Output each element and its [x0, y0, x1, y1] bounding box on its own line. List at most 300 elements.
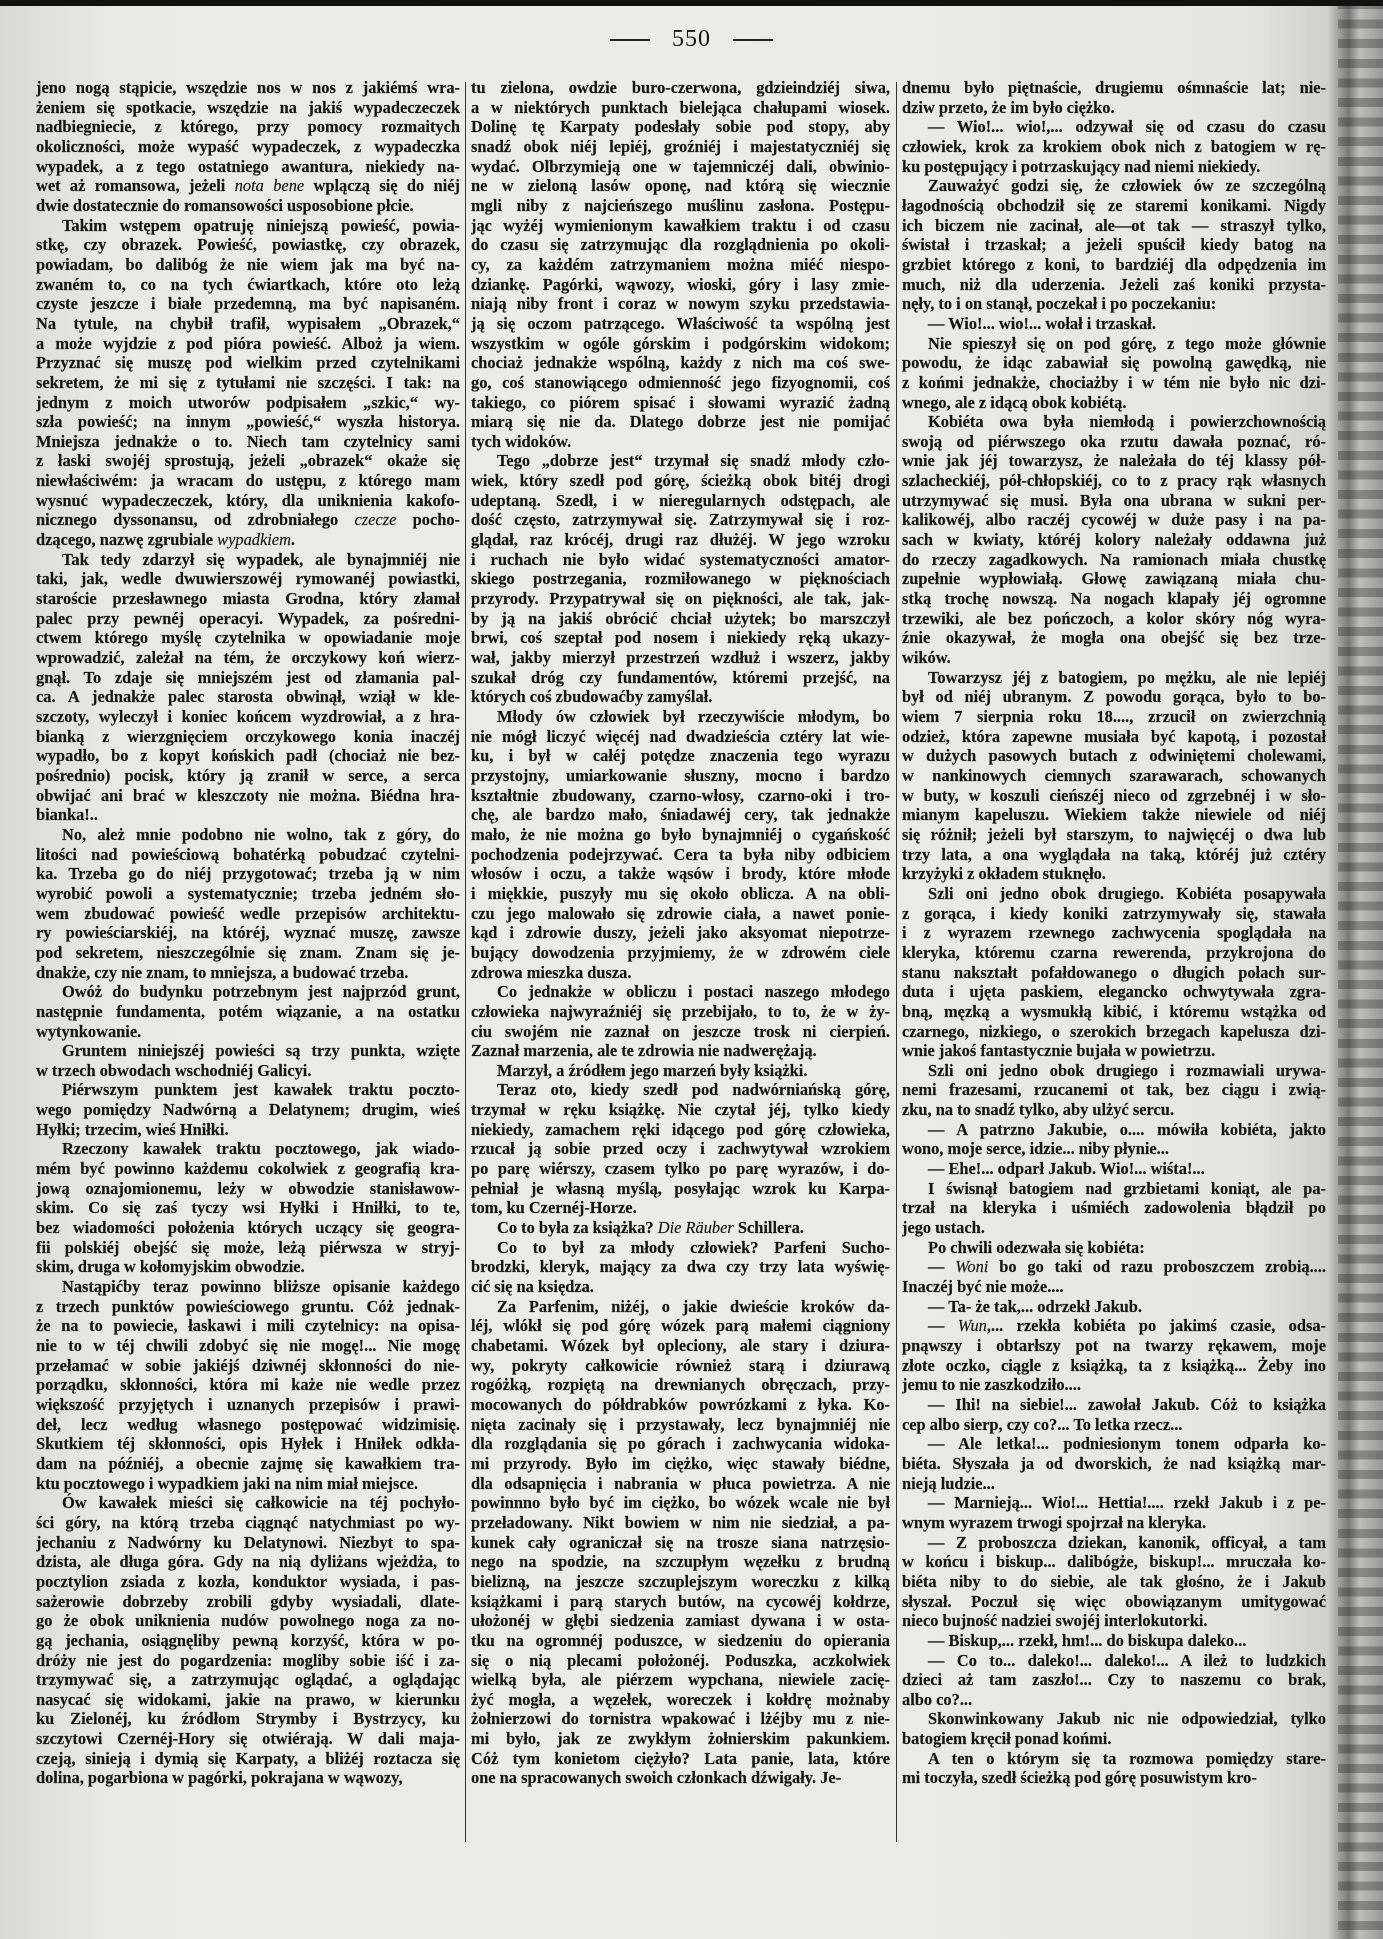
text-line: Marzył, a źródłem jego marzeń były książki.	[497, 1060, 808, 1080]
text-line: czeją, sinieją i dymią się Karpaty, a bliżéj roztacza się	[36, 1748, 460, 1768]
text-line: zdrowa mieszka dusza.	[471, 962, 632, 982]
text-line: stką trochę nowszą. Na nogach klapały jéj ogromne	[902, 589, 1326, 609]
text-line: dróży nie jest do pogardzenia: mogliby sobie iść i za-	[36, 1650, 460, 1670]
page-number-dash-left	[610, 39, 650, 41]
text-line: tu zielona, owdzie buro-czerwona, gdzieindziéj siwa,	[471, 78, 890, 97]
text-line: złote oczko, ciągle z książką, ta z książką... Żeby ino	[902, 1355, 1326, 1375]
text-line: powinnno było być im ciężko, bo wózek wcale nie był	[471, 1493, 890, 1513]
text-line: No, ależ mnie podobno nie wolno, tak z góry, do	[62, 824, 460, 844]
text-line: much, niż dla uderzenia. Jeżeli zaś koniki przysta-	[902, 274, 1326, 294]
text-line: ne w zieloną lasów oponę, nad którą się wiecznie	[471, 176, 890, 196]
text-line: a w niektórych punktach bielejąca chałupami wiosek.	[471, 97, 890, 117]
text-line: snadź obok niéj lepiéj, groźniéj i majestatyczniéj się	[471, 136, 890, 156]
text-line: chę, ale bardzo mało, śniadawéj cery, tak jednakże	[471, 805, 890, 825]
text-line: skiego postrzegania, rozmiłowanego w pięknościach	[471, 569, 890, 589]
text-line: udeptaną. Szedł, i w nieregularnych odstępach, ale	[471, 490, 890, 510]
text-line: pocztylion zsiada z kozła, konduktor wysiada, i pas-	[36, 1571, 460, 1591]
paragraph	[471, 1238, 890, 1297]
text-line	[902, 1257, 1326, 1277]
paragraph	[902, 1533, 1326, 1631]
text-line: tku na ogromnéj poduszce, w siedzeniu do opierania	[471, 1630, 890, 1650]
text-line: jemu to nie zaszkodziło....	[902, 1375, 1081, 1395]
text-line: dziankę. Pagórki, wąwozy, wioski, góry i lasy zmie-	[471, 274, 890, 294]
text-line: sażerowie dobrzeby zrobili gdyby wysiadali, dlate-	[36, 1591, 460, 1611]
text-line: trzał na kleryka i uśmiéch zadowolenia błądził po	[902, 1198, 1326, 1218]
text-line: przełamać w sobie jakiéjś dziwnéj skłonności do nie-	[36, 1355, 460, 1375]
text-line: batogiem kręcił ponad końmi.	[902, 1729, 1112, 1749]
text-line: wyrobić powoli a systematycznie; trzeba jedném sło-	[36, 883, 460, 903]
text-line: Szli oni jedno obok drugiego. Kobiéta posapywała	[928, 883, 1326, 903]
text-line: skim, druga w kołomyjskim obwodzie.	[36, 1257, 305, 1277]
text-line: Towarzysz jéj z batogiem, po mężku, ale nie lepiéj	[928, 667, 1326, 687]
text-segment: —	[928, 1316, 958, 1336]
text-line: dla odsapnięcia i nabrania w płuca powietrza. A nie	[471, 1473, 890, 1493]
text-line: Hyłki; trzecim, wieś Hniłki.	[36, 1119, 229, 1139]
text-line: wał, jakby mierzył przestrzeń wzdłuż i wszerz, jakby	[471, 648, 890, 668]
text-line: czarnego, nizkiego, o szerokich brzegach kapelusza dzi-	[902, 1021, 1326, 1041]
text-segment: nicznego dyssonansu, od zdrobniałego	[36, 510, 355, 530]
text-line: jową oznajomionemu, leży w obwodzie stanisławow-	[36, 1178, 460, 1198]
text-line: nie to w téj chwili zdobyć się nie mogę!... Nie mogę	[36, 1336, 460, 1355]
text-line: — Wio!... wio!,... odzywał się od czasu do czasu	[928, 117, 1326, 137]
text-line: cić się na księdza.	[471, 1277, 594, 1297]
text-line: trzymywać się, a zatrzymując oglądać, a oglądając	[36, 1670, 460, 1690]
text-line: brwi, coś szeptał pod nosem i niekiedy ręką ukazy-	[471, 628, 890, 648]
text-line: w dużych pasowych butach z odwiniętemi cholewami,	[902, 746, 1326, 766]
text-line: słyszał. Poczuł się więc obowiązanym umitygować	[902, 1591, 1326, 1611]
text-line: biéta niby to do siebie, ale tak głośno, że i Jakub	[902, 1571, 1326, 1591]
text-line: Skutkiem téj skłonności, opis Hyłek i Hniłek odkła-	[36, 1434, 460, 1454]
paragraph	[471, 1218, 890, 1238]
text-line: mi było, jak ze zwykłym żołnierskim pakunkiem.	[471, 1729, 890, 1749]
text-line: wprowadzić, zależał na tém, że orczykowy koń wierz-	[36, 648, 460, 668]
text-segment: wet aż romansowa, jeżeli	[36, 176, 235, 196]
text-line: ku, i był w całéj potędze znaczenia tego wyrazu	[471, 746, 890, 766]
text-line: Co to był za młody człowiek? Parfeni Sucho-	[497, 1237, 890, 1257]
paragraph	[902, 1316, 1326, 1395]
text-line: — Ta- że tak,... odrzekł Jakub.	[928, 1296, 1143, 1316]
text-segment: bo go taki od razu proboszczem zrobią....	[988, 1257, 1326, 1277]
text-line: Inaczéj być nie może....	[902, 1277, 1064, 1297]
text-line: ry powieściarskiéj, na któréj, wyznać muszę, zawsze	[36, 923, 460, 943]
paragraph	[902, 314, 1326, 334]
paragraph	[902, 1238, 1326, 1258]
text-line: Gruntem niniejszéj powieści są trzy punkta, wzięte	[62, 1041, 460, 1061]
paragraph	[471, 1080, 890, 1218]
text-segment: .	[290, 530, 296, 550]
paragraph	[36, 78, 460, 216]
text-line: dnemu było piętnaście, drugiemu ośmnaście lat; nie-	[902, 78, 1326, 97]
paragraph	[471, 982, 890, 1061]
text-line: biéta. Słyszała ja od dworskich, że nad książką mar-	[902, 1453, 1326, 1473]
text-line: włosów i oczu, a także wąsów i brody, które młode	[471, 864, 890, 884]
text-line: łagodnością obchodził się ze staremi konikami. Nigdy	[902, 195, 1326, 215]
text-line: źnie okazywał, że mogła ona obejść się bez trze-	[902, 628, 1326, 648]
text-line: z końmi jednakże, chociażby i w tém nie było nic dzi-	[902, 372, 1326, 392]
text-line: — Wio!... wio!... wołał i trzaskał.	[928, 313, 1156, 333]
text-line: żyć mogła, a węzełek, woreczek i kołdrę możnaby	[471, 1689, 890, 1709]
text-line: był od niéj ubranym. Z powodu gorąca, było to bo-	[902, 687, 1326, 707]
text-line: książkami i parą starych butów, na cycowéj kołdrze,	[471, 1591, 890, 1611]
text-line: — Ale letka!... podniesionym tonem odparła ko-	[928, 1434, 1326, 1454]
text-line: skim. Co się zaś tyczy wsi Hyłki i Hniłki, to te,	[36, 1198, 460, 1218]
text-line: Po chwili odezwała się kobiéta:	[928, 1237, 1145, 1257]
text-line: Na tytule, na chybił trafił, wypisałem „Obrazek,“	[36, 313, 460, 333]
text-line: bianką z wierzgnięciem orczykowego konia inaczéj	[36, 726, 460, 746]
paragraph	[902, 1749, 1326, 1788]
text-line: mi przyrody. Było im ciężko, więc stawały biédne,	[471, 1453, 890, 1473]
italic-text: Die Räuber	[657, 1218, 734, 1238]
text-line: Co jednakże w obliczu i postaci naszego młodego	[497, 982, 890, 1002]
text-line: trzymał w ręku książkę. Nie czytał jéj, tylko kiedy	[471, 1100, 890, 1120]
text-line: zku, na to snadź tylko, aby ulżyć sercu.	[902, 1100, 1174, 1120]
text-line: z łaski swojéj sprostują, jeżeli „obrazek“ okaże się	[36, 451, 460, 471]
text-line: że na to powiecie, łaskawi i mili czytelnicy: na opisa-	[36, 1316, 460, 1336]
text-line: do rzeczy zagadkowych. Na ramionach miała chustkę	[902, 549, 1326, 569]
paragraph	[902, 1257, 1326, 1296]
text-line: Nastąpićby teraz powinno bliższe opisanie każdego	[62, 1277, 460, 1297]
text-line: — Marnieją... Wio!... Hettia!.... rzekł Jakub i z pe-	[928, 1493, 1326, 1513]
text-line: porządku, skłonności, która mi każe nie wedle przez	[36, 1375, 460, 1395]
text-line: glądał, raz krócéj, drugi raz dłużéj. W jego wzroku	[471, 530, 890, 550]
text-line: cep albo sierp, czy co?... To letka rzecz...	[902, 1414, 1183, 1434]
text-line: nie mógł liczyć więcéj nad dwadzieścia cztéry lat wie-	[471, 726, 890, 746]
text-line: wnego, ale z idącą obok kobiétą.	[902, 392, 1127, 412]
text-line: stkę, czy obrazek. Powieść, powiastkę, czy obrazek,	[36, 235, 460, 255]
text-line: nemi frazesami, rzucanemi ot tak, bez ciągu i zwią-	[902, 1080, 1326, 1100]
paragraph	[36, 825, 460, 982]
text-line: których coś zbudowaćby zamyślał.	[471, 687, 713, 707]
text-line: w trzech obwodach wschodniéj Galicyi.	[36, 1060, 312, 1080]
text-line: rzucał ją sobie przed oczy i zachwytywał wzrokiem	[471, 1139, 890, 1159]
text-line: przystojny, umiarkowanie słuszny, mocno i bardzo	[471, 765, 890, 785]
text-line: — Co to... daleko!... daleko!... A ileż to ludzkich	[928, 1650, 1326, 1670]
text-line: bielizną, na jeszcze szczuplejszym woreczku z kilką	[471, 1571, 890, 1591]
text-line: Zauważyć godzi się, że człowiek ów ze szczególną	[928, 176, 1326, 196]
text-line: I świsnął batogiem nad grzbietami koniąt, ale pa-	[928, 1178, 1326, 1198]
paragraph	[902, 1159, 1326, 1179]
paragraph	[902, 1709, 1326, 1748]
text-line: Nie spieszył się on pod górę, z tego może głównie	[928, 333, 1326, 353]
text-line: wiek, który szedł pod górę, ścieżką obok bitéj drogi	[471, 471, 890, 491]
text-line	[471, 1218, 890, 1238]
text-line: przyrody. Przypatrywał się on piękności, ale tak, jak-	[471, 589, 890, 609]
text-line: się różnił; jeżeli był starszym, to najwięcéj o dwa lub	[902, 824, 1326, 844]
paragraph	[902, 1651, 1326, 1710]
text-line: gnął. To zdaje się mniejszém jest od złamania pal-	[36, 667, 460, 687]
text-line: albo co?...	[902, 1689, 973, 1709]
text-line: jednym z moich utworów podpisałem „szkic,“ wy-	[36, 392, 460, 412]
text-line: Tak tedy zdarzył się wypadek, ale bynajmniéj nie	[62, 549, 460, 569]
paragraph	[902, 412, 1326, 668]
text-line: wnie jak jéj towarzysz, że należała do téj klassy pół-	[902, 451, 1326, 471]
adjacent-page-edge	[1338, 0, 1383, 1939]
text-line: ich biczem nie zacinał, ale—ot tak — straszył tylko,	[902, 215, 1326, 235]
column-divider	[465, 82, 466, 1842]
text-line: Kobiéta owa była niemłodą i powierzchownością	[928, 412, 1326, 432]
text-line: świstał i trzaskał; a jeżeli spuścił kiedy batog na	[902, 235, 1326, 255]
text-line: pod sekretem, nieszczególnie się znam. Znam się je-	[36, 942, 460, 962]
text-column-3	[902, 78, 1326, 1788]
text-line: wików.	[902, 648, 951, 668]
paragraph	[902, 117, 1326, 176]
text-line: brodzki, kleryk, mający za dwa czy trzy lata wyświę-	[471, 1257, 890, 1277]
text-line: szczoty, wyleczył i koniec końcem wyzdrowiał, a z hra-	[36, 707, 460, 726]
text-line: Tego „dobrze jest“ trzymał się snadź młody czło-	[497, 451, 890, 471]
text-line: wego pomiędzy Nadwórną a Delatynem; drugim, wieś	[36, 1100, 460, 1120]
text-line: miarą się nie da. Dlatego dobrze jest nie pomijać	[471, 412, 890, 432]
paragraph	[902, 1120, 1326, 1159]
text-line: kunek cały ograniczał się na trosze siana natrzęsio-	[471, 1532, 890, 1552]
text-line: pochodzenia podejrzywać. Cera ta była niby odbiciem	[471, 844, 890, 864]
text-line: żołnierzowi do tornistra wpakować i lżéjby mu z nie-	[471, 1709, 890, 1729]
italic-text: Woni	[955, 1257, 989, 1277]
text-line: Skonwinkowany Jakub nic nie odpowiedział, tylko	[928, 1709, 1326, 1729]
text-line: trzewiki, ale bez pończoch, a kolor skóry nóg wyra-	[902, 608, 1326, 628]
text-line: jechaniu z Nadwórny ku Delatynowi. Niezbyt to spa-	[36, 1532, 460, 1552]
text-line: w nankinowych ciemnych szarawarach, schowanych	[902, 765, 1326, 785]
text-line: utrzymywać się musi. Była ona ubrana w sukni per-	[902, 490, 1326, 510]
text-line: kalikowéj, albo raczéj cycowéj w duże pasy i na pa-	[902, 510, 1326, 530]
text-line: fii polskiéj obejść się może, leżą piérwsza w stryj-	[36, 1237, 460, 1257]
text-line: Ów kawałek mieści się całkowicie na téj pochyło-	[62, 1493, 460, 1513]
page-number: 550	[672, 26, 711, 52]
text-line: stanu nakształt pofałdowanego o długich połach sur-	[902, 962, 1326, 982]
text-line	[36, 510, 460, 530]
text-segment: Schillera.	[733, 1218, 804, 1238]
text-line: nęły, to i on stanął, poczekał i po poczekaniu:	[902, 294, 1217, 314]
italic-text: czecze	[354, 510, 397, 530]
text-line: człowieka najwyraźniéj się przebijało, to to, że w ży-	[471, 1001, 890, 1021]
text-line: swoją od piérwszego oka rzutu dawała poznać, ró-	[902, 431, 1326, 451]
paragraph	[36, 1041, 460, 1080]
text-line: krzyżyki z okładem stuknęło.	[902, 864, 1106, 884]
text-line: i ruchach nie było widać systematyczności amator-	[471, 549, 890, 569]
paragraph	[36, 216, 460, 550]
text-line	[902, 1316, 1326, 1336]
text-line: zupełnie wypłowiałą. Głowę zawiązaną miała chu-	[902, 569, 1326, 589]
text-line: rogóżką, rozpiętą na drewnianych obręczach, przy-	[471, 1375, 890, 1395]
text-line: odzież, która zapewne musiała być kapotą, i pozostał	[902, 726, 1326, 746]
paragraph	[471, 707, 890, 982]
paragraph	[902, 176, 1326, 314]
paragraph	[902, 1434, 1326, 1493]
text-line: ku Zielonéj, ku źródłom Strymby i Bystrzycy, ku	[36, 1709, 460, 1729]
paragraph	[471, 451, 890, 707]
paragraph	[902, 334, 1326, 413]
text-line: Takim wstępem opatruję niniejszą powieść, powia-	[62, 215, 460, 235]
text-line: wytynkowanie.	[36, 1021, 142, 1041]
text-line: dość często, zatrzymywał się. Zatrzymywał się i roz-	[471, 510, 890, 530]
text-line: jeno nogą stąpicie, wszędzie nos w nos z jakiémś wra-	[36, 78, 460, 97]
text-line: jąc wyżéj wymienionym kawałkiem traktu i od czasu	[471, 215, 890, 235]
text-line: dolina, pogarbiona w pagórki, pokrajana w wąwozy,	[36, 1768, 403, 1788]
text-line: jego ustach.	[902, 1218, 985, 1238]
text-line: dzista, ale długa góra. Gdy na nią dyliżans wjeżdża, to	[36, 1552, 460, 1572]
paragraph	[36, 550, 460, 825]
text-line: wydać. Olbrzymieją one w tajemniczéj dali, obwinio-	[471, 156, 890, 176]
paragraph	[471, 1297, 890, 1788]
text-line: dziw przeto, że im było ciężko.	[902, 97, 1115, 117]
text-line: szczytowi Czernéj-Hory się otwiérają. W dali maja-	[36, 1729, 460, 1749]
paragraph	[902, 1179, 1326, 1238]
text-line: bez wiadomości położenia których uczący się geogra-	[36, 1218, 460, 1238]
text-line: nięta zacinały się i przystawały, lecz bynajmniéj nie	[471, 1414, 890, 1434]
text-line: szukał dróg czy fundamentów, któremi przejść, na	[471, 667, 890, 687]
text-line: żeniem się spotkacie, wszędzie na jakiś wypadeczeczek	[36, 97, 460, 117]
paragraph	[36, 1139, 460, 1277]
text-line: palec przy pewnéj operacyi. Wypadek, za pośredni-	[36, 608, 460, 628]
text-line: Mniejsza jednakże o to. Niech tam czytelnicy sami	[36, 431, 460, 451]
text-line: ctwem którego myślę czytelnika w opowiadanie moje	[36, 628, 460, 648]
text-line: cy, za każdém zatrzymaniem można miéć niespo-	[471, 254, 890, 274]
text-line: następnie fundamenta, potém wiązanie, a na ostatku	[36, 1001, 460, 1021]
text-line: chabetami. Wózek był opleciony, ale stary i dziura-	[471, 1336, 890, 1355]
paragraph	[36, 1080, 460, 1139]
text-line: — A patrzno Jakubie, o.... mówiła kobiéta, jakto	[928, 1119, 1326, 1139]
text-line: Młody ów człowiek był rzeczywiście młodym, bo	[497, 707, 890, 726]
text-line: — Ihi! na siebie!... zawołał Jakub. Cóż to książka	[928, 1394, 1326, 1414]
text-line: przeładowany. Nikt bowiem w nim nie siedział, a pa-	[471, 1512, 890, 1532]
text-line: powiadam, bo dalibóg że nie wiem jak ma być na-	[36, 254, 460, 274]
text-line: i miękkie, puszyły mu się około oblicza. A na obli-	[471, 883, 890, 903]
text-line: litości nad powieściową bohatérką pobudzać czytelni-	[36, 844, 460, 864]
paragraph	[902, 1395, 1326, 1434]
text-line: takiego, co piórem spisać i słowami wyrazić żadną	[471, 392, 890, 412]
text-line: — Z proboszcza dziekan, kanonik, officyał, a tam	[928, 1532, 1326, 1552]
text-line: chociaż jednakże wspólną, każdy z nich ma coś swe-	[471, 353, 890, 373]
text-line: mało, że nie można go było bynajmniéj o cygańskość	[471, 824, 890, 844]
text-line: ca. A jednakże palec starosta obwinął, wziął w kle-	[36, 687, 460, 707]
text-line: w końcu i biskup... dalibógże, biskup!... mruczała ko-	[902, 1552, 1326, 1572]
text-line: z trzech punktów powieściowego gruntu. Cóż jednak-	[36, 1296, 460, 1316]
text-line: ułożonéj w głębi siedzenia zamiast dywana i w osta-	[471, 1611, 890, 1631]
text-line: ciu swojém nie zaznał on jeszcze trosk ni cierpień.	[471, 1021, 890, 1041]
paragraph	[471, 78, 890, 451]
text-line: mgli niby z najcieńszego muślinu zasłona. Postępu-	[471, 195, 890, 215]
paragraph	[902, 884, 1326, 1061]
text-column-2	[471, 78, 890, 1788]
text-line: — Biskup,... rzekł, hm!... do biskupa daleko...	[928, 1630, 1247, 1650]
text-line: go, coś stanowiącego odmienność jego fizyognomii, coś	[471, 372, 890, 392]
text-line: Dolinę tę Karpaty podesłały sobie pod stopy, aby	[471, 117, 890, 137]
text-line: pośrednio) pocisk, który ją zranił w serce, a serca	[36, 765, 460, 785]
text-line: dwie dostatecznie do romansowości usposobione płcie.	[36, 195, 414, 215]
text-line: Za Parfenim, niżéj, o jakie dwieście kroków da-	[497, 1296, 890, 1316]
text-line: większość przyjętych i uznanych przepisów i prawi-	[36, 1394, 460, 1414]
text-line: wysnuć wypadeczeczek, który, dla uniknienia kakofo-	[36, 490, 460, 510]
text-line: wypadek, a z tego ostatniego awantura, niekiedy na-	[36, 156, 460, 176]
text-segment: —	[928, 1257, 956, 1277]
text-line: wiem 7 sierpnia roku 18...., zrzucił on zwierzchnią	[902, 707, 1326, 726]
text-line: wypadło, bo z kopyt końskich padł (chociaż nie bez-	[36, 746, 460, 766]
text-line: w buty, w koszuli cieńszéj nieco od zgrzebnéj i w sło-	[902, 785, 1326, 805]
text-line: powodu, że idąc zabawiał się powolną gawędką, nie	[902, 353, 1326, 373]
text-line	[36, 530, 460, 550]
text-line: Owóż do budynku potrzebnym jest najprzód grunt,	[62, 982, 460, 1002]
text-line: kąd i zdrowie duszy, jeżeli jako aksyomat niepotrze-	[471, 923, 890, 943]
text-line: po parę wiérszy, czasem tylko po parę wyrazów, i do-	[471, 1159, 890, 1179]
text-line: deł, lecz według własnego postępować widzimisię.	[36, 1414, 460, 1434]
text-line: one na spracowanych swoich członkach dźwigały. Je-	[471, 1768, 842, 1788]
page-number-header	[0, 26, 1383, 53]
text-line: mocowanych do półdrabków powrózkami z łyka. Ko-	[471, 1394, 890, 1414]
text-line: nadbiegniecie, z którego, przy pomocy rozmaitych	[36, 117, 460, 137]
text-line: Szli oni jedno obok drugiego i rozmawiali urywa-	[928, 1060, 1326, 1080]
paragraph	[36, 1277, 460, 1493]
text-line	[36, 176, 460, 196]
text-line: A ten o którym się ta rozmowa pomiędzy stare-	[928, 1748, 1326, 1768]
text-line: bianka!..	[36, 805, 98, 825]
text-segment: pocho-	[396, 510, 460, 530]
text-line: gą jechania, osiągnęliby pewną korzyść, która w po-	[36, 1630, 460, 1650]
text-line: okoliczności, może wypaść wypadeczek, z wypadeczka	[36, 136, 460, 156]
italic-text: Wun	[957, 1316, 987, 1336]
text-line: Cóż tym konietom ciężyło? Lata panie, lata, które	[471, 1748, 890, 1768]
text-line: wnym wyrazem trwogi spojrzał na kleryka.	[902, 1512, 1207, 1532]
paragraph	[36, 1493, 460, 1788]
text-segment: ,... rzekła kobiéta po jakimś czasie, odsa-	[986, 1316, 1326, 1336]
text-line: go że obok uniknienia nudów powolnego noga za no-	[36, 1611, 460, 1631]
text-line: czu jego malowało się zdrowie ciała, a nawet ponie-	[471, 903, 890, 923]
text-segment: wplączą się do niéj	[304, 176, 460, 196]
text-line: Przyznać się muszę pod wielkim przed czytelnikami	[36, 353, 460, 373]
text-line: i z wyrazem rzewnego zachwycenia spoglądała na	[902, 923, 1326, 943]
text-line: ści góry, na którą trzeba ciągnąć natychmiast po wy-	[36, 1512, 460, 1532]
text-line: by ją na jakiś obrócić chciał użytek; bo marszczył	[471, 608, 890, 628]
text-line: kleryka, któremu czarna rewerenda, przykrojona do	[902, 942, 1326, 962]
text-line: niewłaściwém: ja wracam do ustępu, z którego mam	[36, 471, 460, 491]
text-line: Piérwszym punktem jest kawałek traktu poczto-	[62, 1080, 460, 1100]
text-line: tych widoków.	[471, 431, 572, 451]
paragraph	[471, 1061, 890, 1081]
text-line: dam na późniéj, a obecnie zajmę się kawałkiem tra-	[36, 1453, 460, 1473]
text-line: ka. Trzeba go do niéj przygotować; trzeba ją w nim	[36, 864, 460, 884]
text-line: wem zbudować powieść wedle przepisów architektu-	[36, 903, 460, 923]
text-line: nieco bujność nadziei swojéj interlokutorki.	[902, 1611, 1208, 1631]
text-line: mianym kapeluszu. Wiekiem także niewiele od niéj	[902, 805, 1326, 825]
text-line: wnie jakoś fantastycznie bujała w powietrzu.	[902, 1041, 1216, 1061]
text-segment: dzącego, nazwę zgrubiale	[36, 530, 218, 550]
column-divider	[896, 82, 897, 1842]
scan-top-border	[0, 0, 1383, 6]
text-line: czyste jeszcze i białe przedemną, ma być napisaném.	[36, 294, 460, 314]
text-line: wszystkim w ogóle górskim i podgórskim widokom;	[471, 333, 890, 353]
text-line: tom, ku Czernéj-Horze.	[471, 1198, 637, 1218]
paragraph	[902, 1297, 1326, 1317]
text-line: mém być powinno każdemu cokolwiek z geografią kra-	[36, 1159, 460, 1179]
text-line: bujący dowodzenia przyjmiemy, że w zdrowém ciele	[471, 942, 890, 962]
text-segment: Co to była za książka?	[497, 1218, 658, 1238]
paragraph	[902, 78, 1326, 117]
text-line: léj, wlókł się pod górę wózek parą małemi ciągniony	[471, 1316, 890, 1336]
text-line: szlacheckiéj, pół-chłopskiéj, co to z pracy rąk własnych	[902, 471, 1326, 491]
text-line: pełniał je własną myślą, posyłając wzrok ku Karpa-	[471, 1178, 890, 1198]
text-line: wono, moje serce, idzie... niby płynie...	[902, 1139, 1169, 1159]
text-line: dzieci aż tam zaszło!... Czy to naszemu co brak,	[902, 1670, 1326, 1690]
text-line: Teraz oto, kiedy szedł pod nadwórniańską górę,	[497, 1080, 890, 1100]
text-line: a może wyjdzie z pod pióra powieść. Alboż ja wiem.	[36, 333, 460, 353]
paragraph	[902, 1493, 1326, 1532]
text-line: niają niby front i coraz w nowym szyku przedstawia-	[471, 294, 890, 314]
text-line: do czasu się zatrzymując dla rozglądnienia po okoli-	[471, 235, 890, 255]
italic-text: wypadkiem	[217, 530, 291, 550]
text-line: się o nią plecami położonéj. Poduszka, aczkolwiek	[471, 1650, 890, 1670]
text-line: mi toczyła, szedł ścieżką pod górę posuwistym kro-	[902, 1768, 1257, 1788]
paragraph	[902, 1061, 1326, 1120]
text-line: — Ehe!... odparł Jakub. Wio!... wiśta!...	[928, 1159, 1205, 1179]
text-line: wielką była, ale piérzem wypchana, niewiele zacię-	[471, 1670, 890, 1690]
